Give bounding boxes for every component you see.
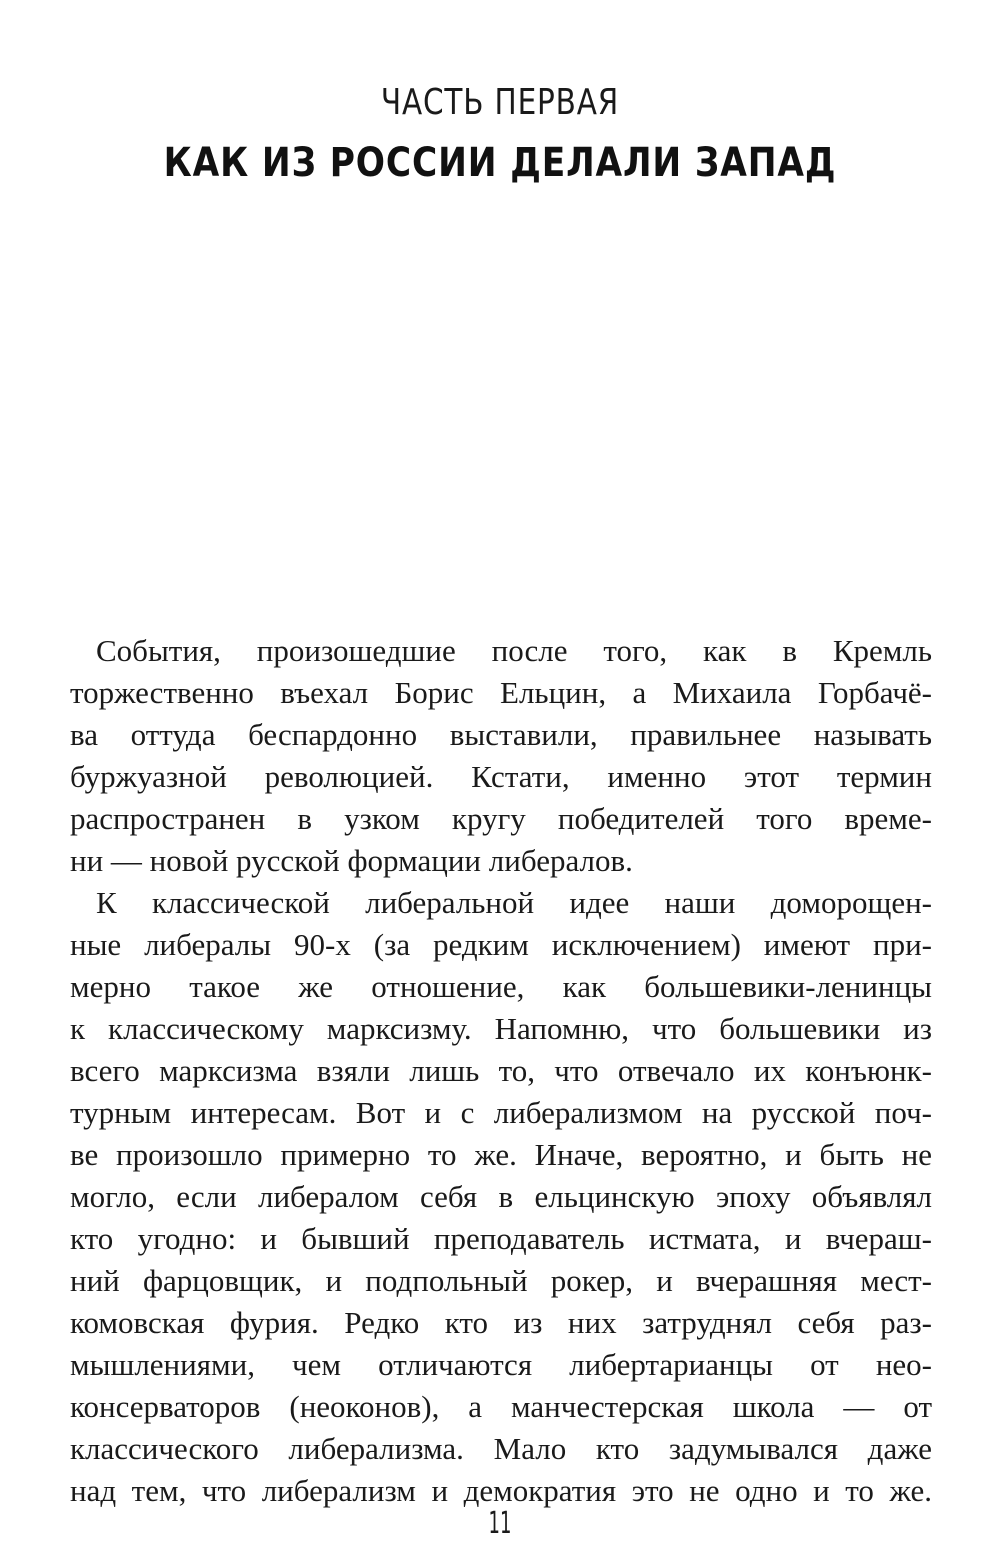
text-line: распространен в узком кругу победителей того време- bbox=[70, 801, 932, 836]
body-text bbox=[70, 630, 932, 1512]
page-number: 11 bbox=[488, 1506, 512, 1541]
text-line: К классической либеральной идее наши доморощен- bbox=[96, 885, 932, 920]
text-line: мерно такое же отношение, как большевики-ленинцы bbox=[70, 969, 932, 1004]
text-line: ва оттуда беспардонно выставили, правильнее называть bbox=[70, 717, 932, 752]
text-line: ни — новой русской формации либералов. bbox=[70, 843, 633, 878]
text-line: турным интересам. Вот и с либерализмом на русской поч- bbox=[70, 1095, 932, 1130]
text-line: консерваторов (неоконов), а манчестерская школа — от bbox=[70, 1389, 932, 1424]
paragraph-1 bbox=[70, 630, 932, 882]
text-line: всего марксизма взяли лишь то, что отвечало их конъюнк- bbox=[70, 1053, 932, 1088]
text-line: ные либералы 90-х (за редким исключением) имеют при- bbox=[70, 927, 932, 962]
text-line: комовская фурия. Редко кто из них затруднял себя раз- bbox=[70, 1305, 932, 1340]
text-line: События, произошедшие после того, как в Кремль bbox=[96, 633, 932, 668]
paragraph-2 bbox=[70, 882, 932, 1512]
text-line: кто угодно: и бывший преподаватель истмата, и вчераш- bbox=[70, 1221, 932, 1256]
text-line: классического либерализма. Мало кто задумывался даже bbox=[70, 1431, 932, 1466]
text-line: к классическому марксизму. Напомню, что большевики из bbox=[70, 1011, 932, 1046]
text-line: ве произошло примерно то же. Иначе, вероятно, и быть не bbox=[70, 1137, 932, 1172]
text-line: мышлениями, чем отличаются либертарианцы от нео- bbox=[70, 1347, 932, 1382]
text-line: буржуазной революцией. Кстати, именно этот термин bbox=[70, 759, 932, 794]
text-line: ний фарцовщик, и подпольный рокер, и вчерашняя мест- bbox=[70, 1263, 932, 1298]
text-line: над тем, что либерализм и демократия это не одно и то же. bbox=[70, 1473, 932, 1508]
part-title: КАК ИЗ РОССИИ ДЕЛАЛИ ЗАПАД bbox=[163, 140, 837, 186]
text-line: торжественно въехал Борис Ельцин, а Михаила Горбачё- bbox=[70, 675, 932, 710]
part-label: ЧАСТЬ ПЕРВАЯ bbox=[380, 82, 620, 123]
text-line: могло, если либералом себя в ельцинскую эпоху объявлял bbox=[70, 1179, 932, 1214]
